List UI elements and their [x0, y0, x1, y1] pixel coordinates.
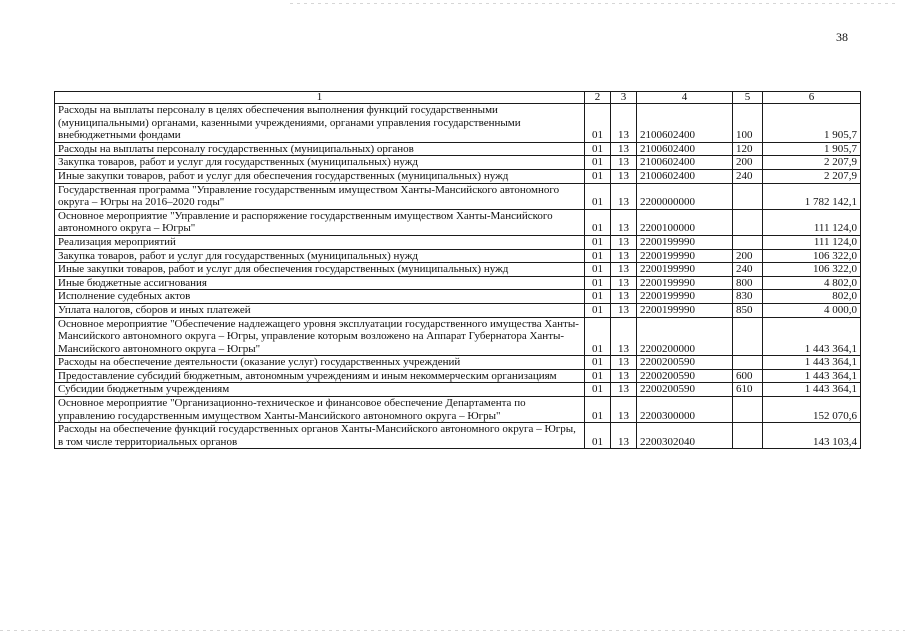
cell-target-code: 2200199990: [637, 235, 733, 249]
cell-name: Уплата налогов, сборов и иных платежей: [55, 303, 585, 317]
cell-subsection: 13: [611, 383, 637, 397]
cell-expense-type: 200: [733, 249, 763, 263]
cell-sum: 802,0: [763, 290, 861, 304]
cell-target-code: 2200200000: [637, 317, 733, 356]
cell-subsection: 13: [611, 142, 637, 156]
cell-subsection: 13: [611, 369, 637, 383]
header-col-2: 2: [585, 92, 611, 104]
scan-artifact-top: [290, 3, 895, 4]
page-number: 38: [836, 30, 848, 44]
cell-target-code: 2200199990: [637, 290, 733, 304]
cell-subsection: 13: [611, 356, 637, 370]
cell-sum: 1 443 364,1: [763, 369, 861, 383]
table-row: [55, 317, 861, 356]
cell-name: Основное мероприятие "Организационно-техническое и финансовое обеспечение Департамента по управлению государственным имуществом Ханты-Мансийского автономного округа – Югры": [55, 397, 585, 423]
cell-expense-type: [733, 356, 763, 370]
table-row: [55, 156, 861, 170]
cell-sum: 106 322,0: [763, 263, 861, 277]
cell-expense-type: [733, 423, 763, 449]
cell-chapter: 01: [585, 156, 611, 170]
cell-chapter: 01: [585, 397, 611, 423]
cell-subsection: 13: [611, 263, 637, 277]
cell-expense-type: [733, 317, 763, 356]
cell-target-code: 2200100000: [637, 209, 733, 235]
cell-subsection: 13: [611, 317, 637, 356]
cell-subsection: 13: [611, 290, 637, 304]
header-col-3: 3: [611, 92, 637, 104]
cell-chapter: 01: [585, 104, 611, 143]
cell-subsection: 13: [611, 104, 637, 143]
cell-expense-type: 800: [733, 276, 763, 290]
cell-expense-type: 120: [733, 142, 763, 156]
cell-name: Иные закупки товаров, работ и услуг для обеспечения государственных (муниципальных) нужд: [55, 263, 585, 277]
table-row: [55, 369, 861, 383]
cell-expense-type: 850: [733, 303, 763, 317]
cell-expense-type: 200: [733, 156, 763, 170]
cell-subsection: 13: [611, 183, 637, 209]
cell-chapter: 01: [585, 317, 611, 356]
cell-sum: 1 443 364,1: [763, 356, 861, 370]
cell-expense-type: 240: [733, 263, 763, 277]
scan-artifact-bottom: [0, 630, 905, 631]
cell-subsection: 13: [611, 156, 637, 170]
cell-chapter: 01: [585, 303, 611, 317]
table-row: [55, 183, 861, 209]
cell-expense-type: 240: [733, 169, 763, 183]
cell-chapter: 01: [585, 423, 611, 449]
cell-expense-type: 100: [733, 104, 763, 143]
table-body: [55, 104, 861, 449]
cell-chapter: 01: [585, 183, 611, 209]
cell-sum: 1 443 364,1: [763, 317, 861, 356]
cell-chapter: 01: [585, 276, 611, 290]
table-row: [55, 249, 861, 263]
cell-name: Предоставление субсидий бюджетным, автономным учреждениям и иным некоммерческим организациям: [55, 369, 585, 383]
header-col-4: 4: [637, 92, 733, 104]
cell-name: Субсидии бюджетным учреждениям: [55, 383, 585, 397]
table-row: [55, 209, 861, 235]
cell-sum: 111 124,0: [763, 235, 861, 249]
cell-target-code: 2100602400: [637, 142, 733, 156]
cell-subsection: 13: [611, 423, 637, 449]
cell-sum: 111 124,0: [763, 209, 861, 235]
cell-expense-type: 610: [733, 383, 763, 397]
cell-sum: 1 905,7: [763, 142, 861, 156]
table-row: [55, 383, 861, 397]
cell-subsection: 13: [611, 209, 637, 235]
cell-subsection: 13: [611, 169, 637, 183]
cell-chapter: 01: [585, 369, 611, 383]
cell-chapter: 01: [585, 169, 611, 183]
cell-target-code: 2200200590: [637, 356, 733, 370]
table-row: [55, 303, 861, 317]
cell-name: Основное мероприятие "Управление и распоряжение государственным имуществом Ханты-Мансийского автономного округа – Югры": [55, 209, 585, 235]
cell-target-code: 2200200590: [637, 369, 733, 383]
header-col-5: 5: [733, 92, 763, 104]
cell-name: Основное мероприятие "Обеспечение надлежащего уровня эксплуатации государственного имущества Ханты-Мансийского автономного округа – Югры, управление которым возложено на Аппарат Губернатора Ханты-Мансийского автономного округа – Югры": [55, 317, 585, 356]
cell-chapter: 01: [585, 209, 611, 235]
cell-chapter: 01: [585, 249, 611, 263]
cell-name: Расходы на обеспечение деятельности (оказание услуг) государственных учреждений: [55, 356, 585, 370]
cell-expense-type: 600: [733, 369, 763, 383]
header-col-6: 6: [763, 92, 861, 104]
cell-sum: 152 070,6: [763, 397, 861, 423]
cell-chapter: 01: [585, 142, 611, 156]
cell-chapter: 01: [585, 235, 611, 249]
cell-target-code: 2200200590: [637, 383, 733, 397]
cell-sum: 2 207,9: [763, 169, 861, 183]
cell-subsection: 13: [611, 397, 637, 423]
cell-sum: 4 802,0: [763, 276, 861, 290]
cell-expense-type: [733, 235, 763, 249]
cell-target-code: 2100602400: [637, 104, 733, 143]
cell-sum: 1 782 142,1: [763, 183, 861, 209]
table-row: [55, 235, 861, 249]
cell-sum: 1 905,7: [763, 104, 861, 143]
cell-name: Расходы на выплаты персоналу в целях обеспечения выполнения функций государственными (муниципальными) органами, казенными учреждениями, органами управления государственными внебюджетными фондами: [55, 104, 585, 143]
cell-target-code: 2200199990: [637, 249, 733, 263]
cell-target-code: 2200199990: [637, 276, 733, 290]
header-col-1: 1: [55, 92, 585, 104]
cell-target-code: 2200199990: [637, 303, 733, 317]
cell-name: Иные бюджетные ассигнования: [55, 276, 585, 290]
table-row: [55, 423, 861, 449]
table-header-row: [55, 92, 861, 104]
cell-chapter: 01: [585, 356, 611, 370]
table-row: [55, 397, 861, 423]
cell-chapter: 01: [585, 263, 611, 277]
cell-expense-type: [733, 397, 763, 423]
table-row: [55, 276, 861, 290]
cell-name: Расходы на обеспечение функций государственных органов Ханты-Мансийского автономного округа – Югры, в том числе территориальных органов: [55, 423, 585, 449]
cell-subsection: 13: [611, 276, 637, 290]
cell-name: Закупка товаров, работ и услуг для государственных (муниципальных) нужд: [55, 156, 585, 170]
table-row: [55, 104, 861, 143]
cell-sum: 106 322,0: [763, 249, 861, 263]
table-row: [55, 263, 861, 277]
table-row: [55, 169, 861, 183]
cell-expense-type: [733, 209, 763, 235]
cell-name: Реализация мероприятий: [55, 235, 585, 249]
cell-sum: 4 000,0: [763, 303, 861, 317]
cell-expense-type: [733, 183, 763, 209]
cell-subsection: 13: [611, 249, 637, 263]
cell-target-code: 2100602400: [637, 169, 733, 183]
cell-name: Расходы на выплаты персоналу государственных (муниципальных) органов: [55, 142, 585, 156]
table-row: [55, 356, 861, 370]
cell-name: Закупка товаров, работ и услуг для государственных (муниципальных) нужд: [55, 249, 585, 263]
cell-name: Государственная программа "Управление государственным имуществом Ханты-Мансийского автономного округа – Югры на 2016–2020 годы": [55, 183, 585, 209]
cell-name: Иные закупки товаров, работ и услуг для обеспечения государственных (муниципальных) нужд: [55, 169, 585, 183]
cell-expense-type: 830: [733, 290, 763, 304]
cell-sum: 1 443 364,1: [763, 383, 861, 397]
cell-target-code: 2200302040: [637, 423, 733, 449]
budget-table: [54, 91, 861, 449]
cell-sum: 2 207,9: [763, 156, 861, 170]
cell-name: Исполнение судебных актов: [55, 290, 585, 304]
cell-chapter: 01: [585, 383, 611, 397]
table-row: [55, 290, 861, 304]
cell-subsection: 13: [611, 303, 637, 317]
cell-target-code: 2200300000: [637, 397, 733, 423]
cell-subsection: 13: [611, 235, 637, 249]
cell-target-code: 2200000000: [637, 183, 733, 209]
cell-chapter: 01: [585, 290, 611, 304]
cell-target-code: 2100602400: [637, 156, 733, 170]
cell-target-code: 2200199990: [637, 263, 733, 277]
table-row: [55, 142, 861, 156]
cell-sum: 143 103,4: [763, 423, 861, 449]
